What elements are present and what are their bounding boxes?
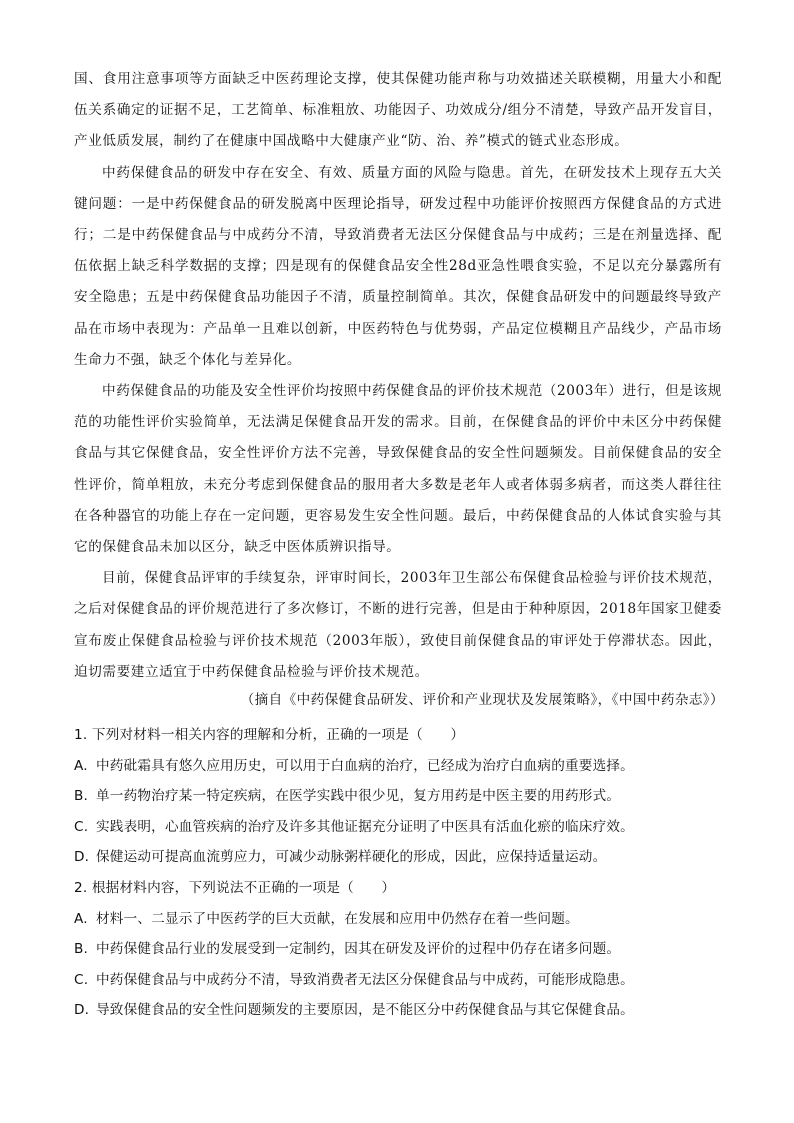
option-text: 实践表明，心血管疾病的治疗及许多其他证据充分证明了中医具有活血化瘀的临床疗效。 bbox=[96, 818, 634, 835]
option-letter: C. bbox=[74, 818, 89, 835]
option-letter: D. bbox=[74, 849, 90, 866]
option-letter: B. bbox=[74, 941, 89, 958]
option-text: 单一药物治疗某一特定疾病，在医学实践中很少见，复方用药是中医主要的用药形式。 bbox=[96, 788, 621, 805]
answer-option-b bbox=[74, 781, 734, 812]
option-text: 中药保健食品与中成药分不清，导致消费者无法区分保健食品与中成药，可能形成隐患。 bbox=[96, 971, 634, 988]
passage-paragraph-3: 中药保健食品的功能及安全性评价均按照中药保健食品的评价技术规范（2003年）进行，但是该规范的功能性评价实验简单，无法满足保健食品开发的需求。目前，在保健食品的评价中未区分中药保健食品与其它保健食品，安全性评价方法不完善，导致保健食品的安全性问题频发。目前保健食品的安全性评价，简单粗放，未充分考虑到保健食品的服用者大多数是老年人或者体弱多病者，而这类人群往往在各种器官的功能上存在一定问题，更容易发生安全性问题。最后，中药保健食品的人体试食实验与其它的保健食品未加以区分，缺乏中医体质辨识指导。 bbox=[74, 383, 722, 556]
question-stem: 2. 根据材料内容，下列说法不正确的一项是（ ） bbox=[74, 879, 396, 896]
question-1 bbox=[74, 720, 734, 873]
answer-option-c bbox=[74, 965, 734, 996]
option-text: 导致保健食品的安全性问题频发的主要原因，是不能区分中药保健食品与其它保健食品。 bbox=[96, 1002, 634, 1019]
reading-passage bbox=[74, 64, 722, 688]
answer-option-a bbox=[74, 904, 734, 935]
answer-option-b bbox=[74, 934, 734, 965]
question-stem: 1. 下列对材料一相关内容的理解和分析，正确的一项是（ ） bbox=[74, 727, 465, 743]
option-text: 材料一、二显示了中医药学的巨大贡献，在发展和应用中仍然存在着一些问题。 bbox=[96, 910, 579, 927]
option-letter: A. bbox=[74, 757, 88, 774]
question-2 bbox=[74, 873, 734, 1026]
option-text: 保健运动可提高血流剪应力，可减少动脉粥样硬化的形成，因此，应保持适量运动。 bbox=[96, 849, 607, 866]
answer-option-a bbox=[74, 751, 734, 782]
passage-paragraph-4: 目前，保健食品评审的手续复杂，评审时间长，2003年卫生部公布保健食品检验与评价技术规范，之后对保健食品的评价规范进行了多次修订，不断的进行完善，但是由于种种原因，2018年国家卫健委宣布废止保健食品检验与评价技术规范（2003年版），致使目前保健食品的审评处于停滞状态。因此，迫切需要建立适宜于中药保健食品检验与评价技术规范。 bbox=[74, 570, 722, 680]
option-letter: D. bbox=[74, 1002, 90, 1019]
passage-paragraph-2: 中药保健食品的研发中存在安全、有效、质量方面的风险与隐患。首先，在研发技术上现存五大关键问题：一是中药保健食品的研发脱离中医理论指导，研发过程中功能评价按照西方保健食品的方式进行；二是中药保健食品与中成药分不清，导致消费者无法区分保健食品与中成药；三是在剂量选择、配伍依据上缺乏科学数据的支撑；四是现有的保健食品安全性28d亚急性喂食实验，不足以充分暴露所有安全隐患；五是中药保健食品功能因子不清，质量控制简单。其次，保健食品研发中的问题最终导致产品在市场中表现为：产品单一且难以创新，中医药特色与优势弱，产品定位模糊且产品线少，产品市场生命力不强，缺乏个体化与差异化。 bbox=[74, 164, 722, 368]
answer-option-d bbox=[74, 995, 734, 1026]
option-letter: C. bbox=[74, 971, 89, 988]
question-section bbox=[74, 720, 734, 1026]
option-text: 中药保健食品行业的发展受到一定制约，因其在研发及评价的过程中仍存在诸多问题。 bbox=[96, 941, 621, 958]
passage-paragraph-1: 国、食用注意事项等方面缺乏中医药理论支撑，使其保健功能声称与功效描述关联模糊，用量大小和配伍关系确定的证据不足，工艺简单、标准粗放、功能因子、功效成分/组分不清楚，导致产品开发盲目，产业低质发展，制约了在健康中国战略中大健康产业“防、治、养”模式的链式业态形成。 bbox=[74, 71, 722, 150]
option-text: 中药砒霜具有悠久应用历史，可以用于白血病的治疗，已经成为治疗白血病的重要选择。 bbox=[96, 757, 634, 774]
answer-option-c bbox=[74, 812, 734, 843]
passage-source-citation: （摘自《中药保健食品研发、评价和产业现状及发展策略》，《中国中药杂志》） bbox=[240, 692, 724, 708]
answer-option-d bbox=[74, 842, 734, 873]
option-letter: A. bbox=[74, 910, 88, 927]
option-letter: B. bbox=[74, 788, 89, 805]
